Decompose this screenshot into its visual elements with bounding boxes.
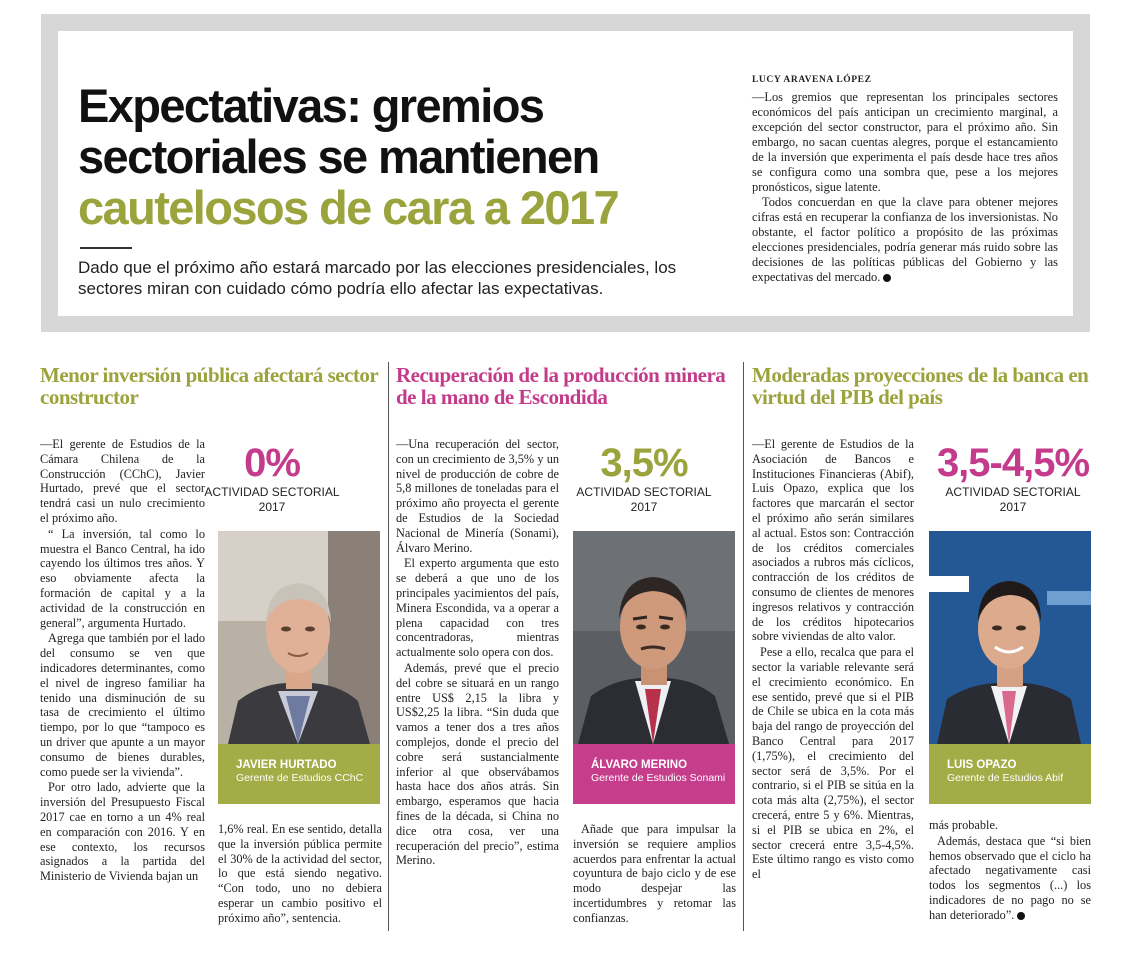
column-3-text — [752, 437, 914, 927]
person-name: JAVIER HURTADO — [236, 759, 337, 771]
portrait-photo — [573, 531, 735, 744]
column-2-text — [396, 437, 559, 927]
stat-value: 3,5-4,5% — [936, 441, 1090, 485]
paragraph: —Una recuperación del sector, con un crecimiento de 3,5% y un nivel de producción de cobre de 5,8 millones de toneladas para el próximo año proyecta el gerente de Estudios de la Sociedad Nacional de Minería (Sonami), Álvaro Merino. — [396, 437, 559, 555]
portrait-photo — [929, 531, 1091, 744]
column-2-continuation — [573, 822, 736, 930]
person-name: LUIS OPAZO — [947, 759, 1017, 771]
deck-rule — [80, 247, 132, 249]
byline: LUCY ARAVENA LÓPEZ — [752, 75, 872, 85]
paragraph: —El gerente de Estudios de la Cámara Chilena de la Construcción (CChC), Javier Hurtado, prevé que el sector tendrá casi un nulo crecimiento el próximo año. — [40, 437, 205, 525]
section-title-banking: Moderadas proyecciones de la banca en virtud del PIB del país — [752, 363, 1089, 409]
paragraph: 1,6% real. En ese sentido, detalla que la inversión pública permite el 30% de la actividad del sector, lo que está siendo negativo. “Con todo, uno no debiera esperar un cambio positivo el próximo año”, sentencia. — [218, 822, 382, 925]
person-name: ÁLVARO MERINO — [591, 759, 688, 771]
stat-banking — [923, 441, 1103, 515]
stat-mining — [562, 441, 726, 515]
person-role: Gerente de Estudios Sonami — [591, 772, 726, 784]
paragraph: El experto argumenta que esto se deberá a que uno de los principales yacimientos del país, Minera Escondida, va a operar a plena capacidad con tres concentradoras, mientras actualmente solo opera con dos. — [396, 556, 559, 660]
photo-caption — [573, 744, 735, 804]
column-divider-1 — [388, 362, 389, 931]
paragraph: Además, prevé que el precio del cobre se situará en un rango entre US$ 2,15 la libra y US$2,25 la libra. “Sin duda que vamos a tener dos a tres años complejos, donde el precio del cobre será sustancialmente inferior al que observábamos hasta hace dos años atrás. Sin embargo, esperamos que hacia fines de la década, si China no dice otra cosa, ver una recuperación del precio”, estima Merino. — [396, 660, 559, 868]
paragraph: “ La inversión, tal como lo muestra el Banco Central, ha ido cayendo los últimos tres años. Y eso obviamente afecta la formación de capital y a la actividad de la construcción en general”, argumenta Hurtado. — [40, 526, 205, 630]
stat-label: ACTIVIDAD SECTORIAL — [945, 485, 1081, 499]
portrait-photo — [218, 531, 380, 744]
paragraph: Pese a ello, recalca que para el sector la variable relevante será el crecimiento económico. En ese sentido, prevé que si el PIB de Chile se ubica en la cota más baja del rango de proyección del Banco Central para 2017 (1,75%), el crecimiento del sector será de 3,5%. Por el contrario, si el PIB se sitúa en la cota más alta (2,75%), el sector crecerá, entre 5 y 6%. Mientras, si el PIB se ubica en 2%, el sector crecerá entre 3,5-4,5%. Este último rango es visto como el — [752, 645, 914, 882]
stat-year: 2017 — [630, 500, 658, 514]
stat-label: ACTIVIDAD SECTORIAL — [576, 485, 712, 499]
lead-paragraph-1: —Los gremios que representan los principales sectores económicos del país anticipan un crecimiento marginal, a excepción del sector constructor, para el próximo año. Sin embargo, no sacan cuentas alegres, porque el estancamiento de la inversión que experimenta el país desde hace tres años se configura como una sombra que, pese a los mejores pronósticos, sigue latente. — [752, 90, 1058, 194]
column-1-text — [40, 437, 205, 927]
column-divider-2 — [743, 362, 744, 931]
paragraph: Agrega que también por el lado del consumo se ven que indicadores determinantes, como el nivel de ingreso familiar ha tenido una disminución de su tasa de crecimiento el último tiempo, por lo que “tampoco es un driver que apunte a un mayor consumo de bienes durables, como puede ser la vivienda”. — [40, 631, 205, 779]
stat-construction — [190, 441, 354, 515]
stat-value: 3,5% — [600, 441, 688, 485]
headline-line-1: Expectativas: gremios — [78, 79, 544, 132]
stat-year: 2017 — [258, 500, 286, 514]
stat-year: 2017 — [999, 500, 1027, 514]
section-title-construction: Menor inversión pública afectará sector constructor — [40, 363, 378, 409]
paragraph-text: Además, destaca que “si bien hemos observado que el ciclo ha afectado negativamente casi todos los segmentos (...) los indicadores de no pago no se han deteriorado”. — [929, 833, 1091, 922]
lead-text — [752, 90, 1058, 285]
paragraph: más probable. — [929, 818, 998, 832]
paragraph: —El gerente de Estudios de la Asociación de Bancos e Instituciones Financieras (Abif), Luis Opazo, explica que los factores que marcarán el sector el próximo año serán similares al actual. Estos son: Contracción de los créditos comerciales asociados a rubros más cíclicos, contracción de los créditos de consumo de clientes de menores ingresos relativos y contracción de los créditos hipotecarios sobre viviendas de alto valor. — [752, 437, 914, 644]
headline-line-2: sectoriales se mantienen — [78, 130, 599, 183]
stat-value: 0% — [244, 441, 300, 485]
photo-caption — [929, 744, 1091, 804]
headline-line-3: cautelosos de cara a 2017 — [78, 181, 619, 234]
deck: Dado que el próximo año estará marcado por las elecciones presidenciales, los sectores miran con cuidado cómo podría ello afectar las expectativas. — [78, 258, 677, 298]
paragraph: Añade que para impulsar la inversión se requiere amplios acuerdos para enfrentar la actual coyuntura de bajo ciclo y de ese modo despejar las incertidumbres y retomar las confianzas. — [573, 822, 736, 925]
lead-paragraph-2-text: Todos concuerdan en que la clave para obtener mejores cifras está en recuperar la confianza de los inversionistas. No obstante, el factor político a propósito de las próximas elecciones presidenciales, podría generar más ruido sobre las decisiones de las políticas públicas del Gobierno y las expectativas del mercado. — [752, 195, 1058, 284]
paragraph — [929, 834, 1091, 923]
headline — [78, 80, 718, 233]
paragraph: Por otro lado, advierte que la inversión del Presupuesto Fiscal 2017 cae en torno a un 4% real en comparación con 2016. Y en ese contexto, los recursos asignados a la partida del Ministerio de Vivienda bajan un — [40, 780, 205, 884]
end-of-article-icon — [883, 274, 891, 282]
column-3-continuation — [929, 818, 1091, 930]
photo-caption — [218, 744, 380, 804]
end-of-article-icon — [1017, 912, 1025, 920]
column-1-continuation — [218, 822, 382, 930]
lead-paragraph-2 — [752, 195, 1058, 285]
person-role: Gerente de Estudios CChC — [236, 772, 364, 784]
stat-label: ACTIVIDAD SECTORIAL — [204, 485, 340, 499]
person-role: Gerente de Estudios Abif — [947, 772, 1064, 784]
section-title-mining: Recuperación de la producción minera de la mano de Escondida — [396, 363, 726, 409]
